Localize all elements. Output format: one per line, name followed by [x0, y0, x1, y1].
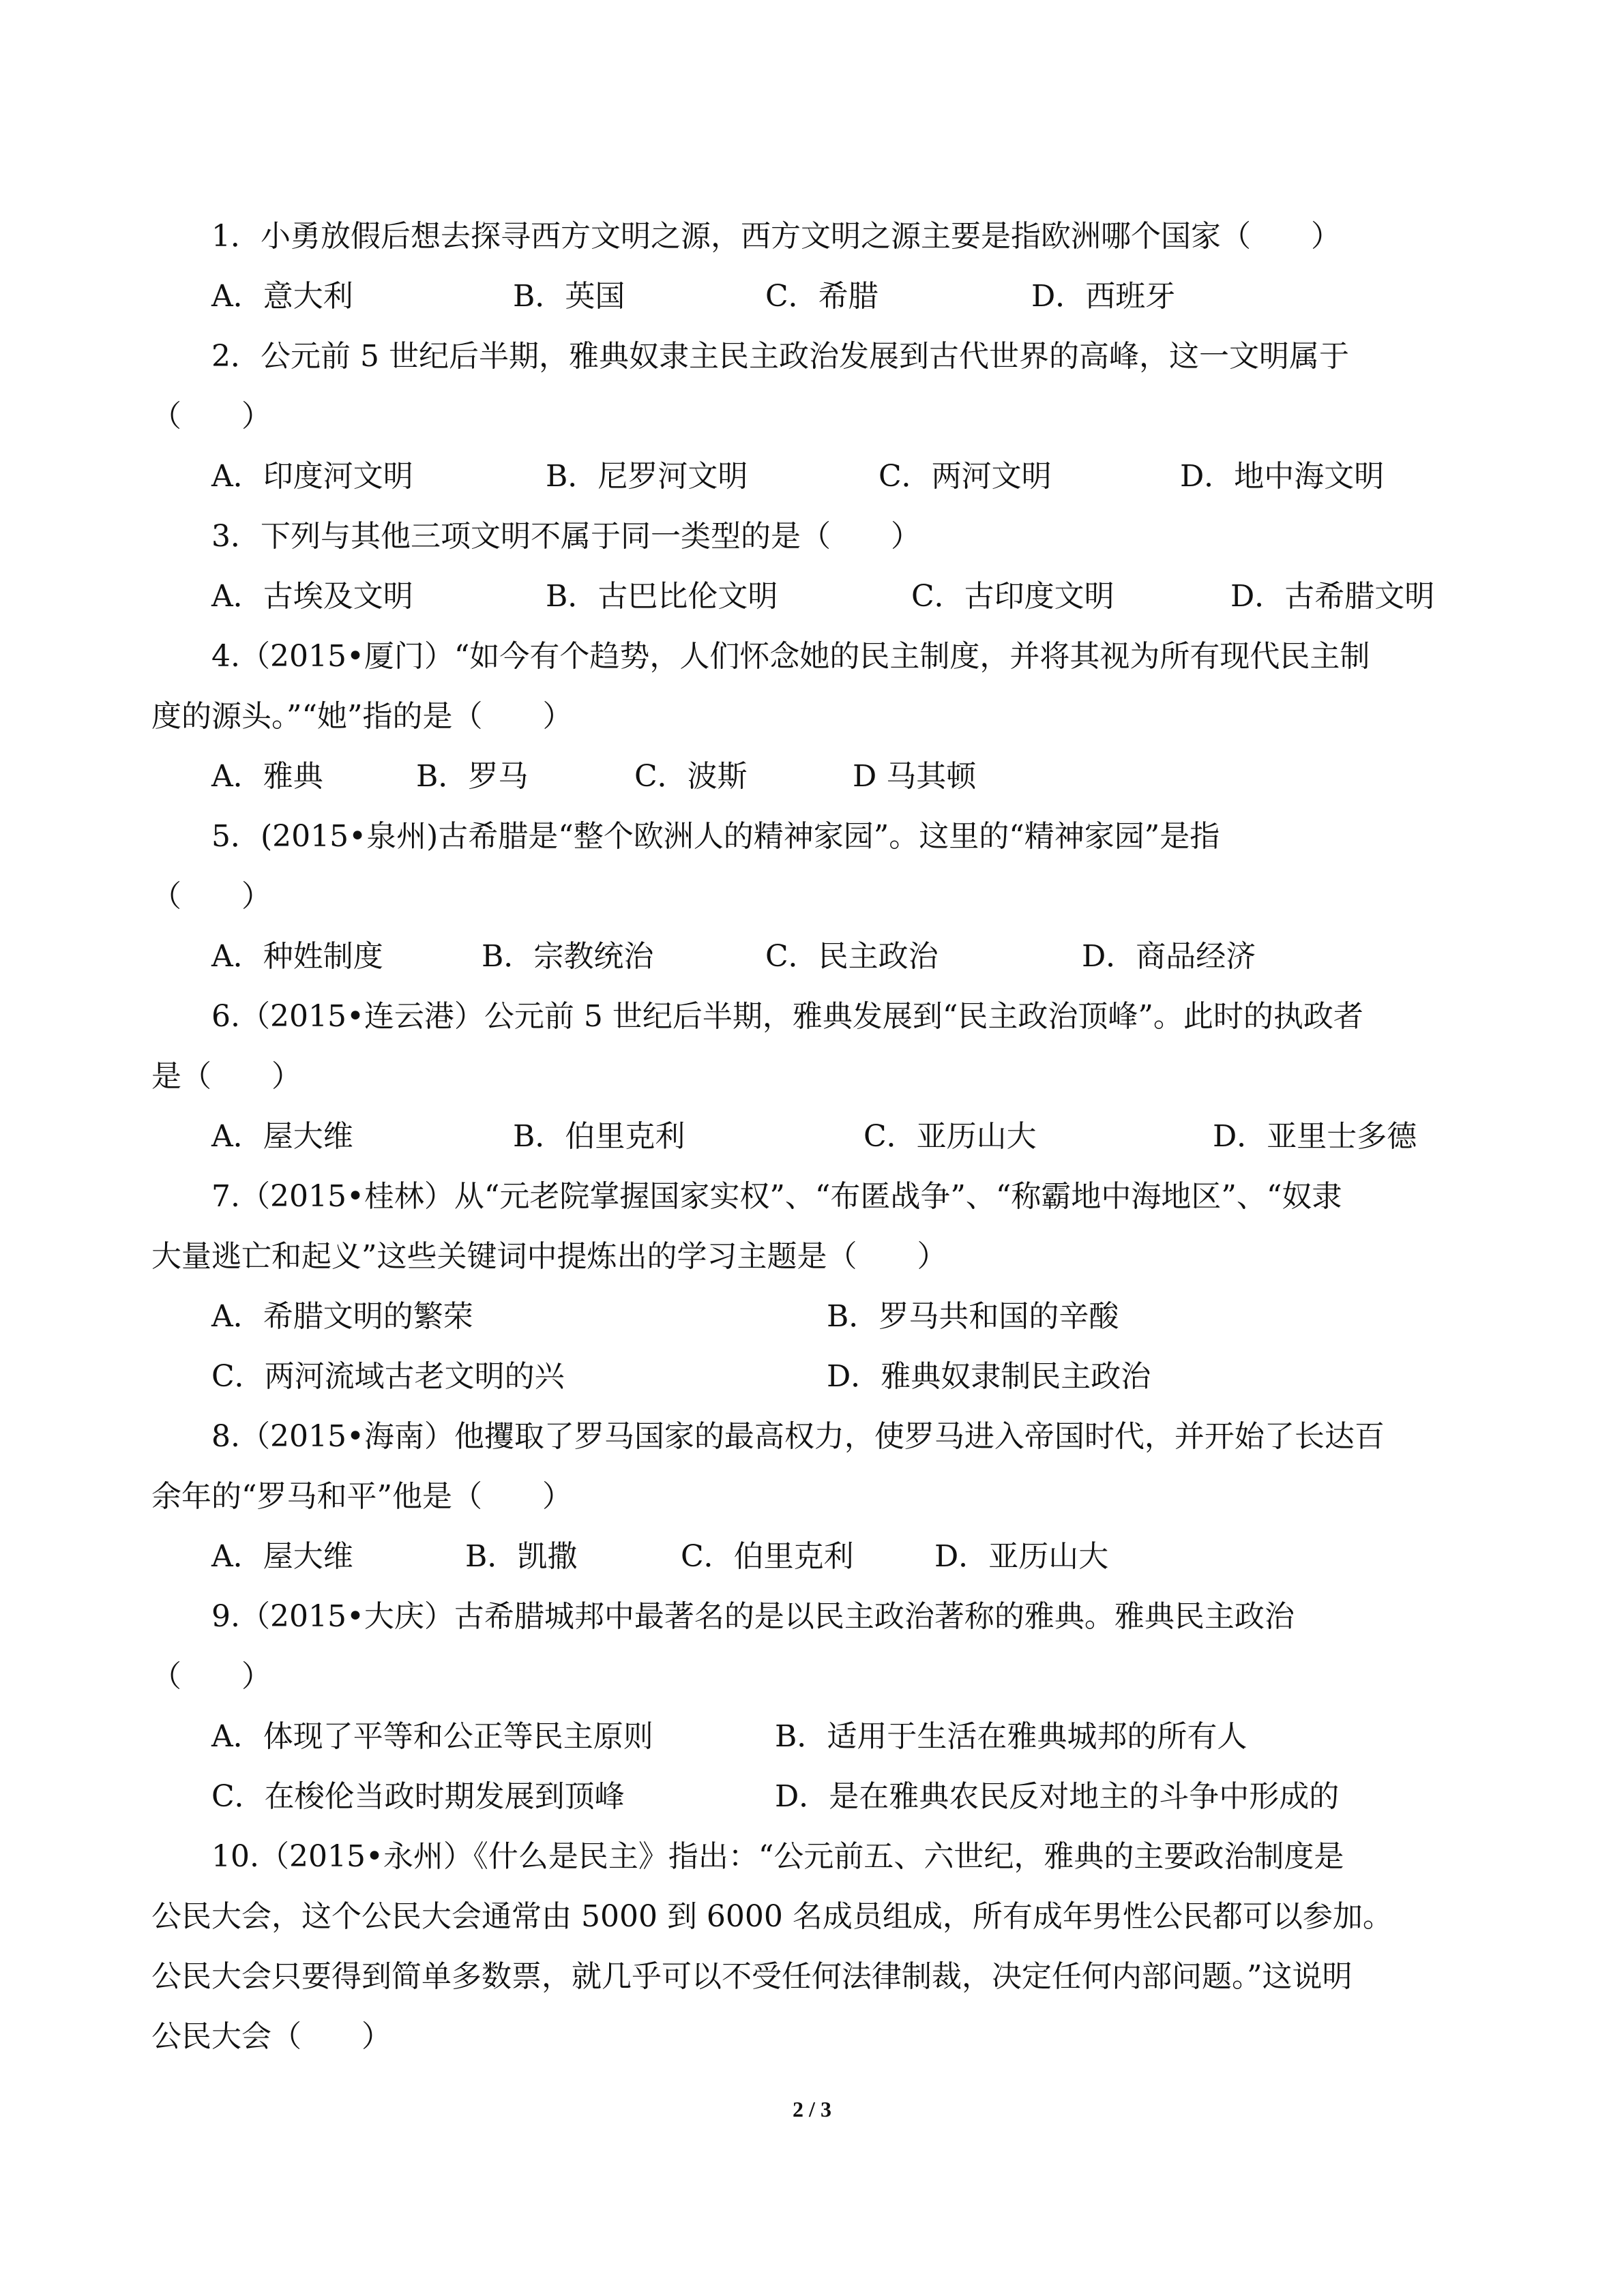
question-9-stem-cont: （ ） [151, 1659, 271, 1694]
option-b: B．古巴比伦文明 [546, 579, 778, 614]
option-b: B．宗教统治 [482, 939, 654, 974]
option-c: C．伯里克利 [681, 1539, 854, 1574]
question-7-stem-cont: 大量逃亡和起义”这些关键词中提炼出的学习主题是（ ） [151, 1239, 947, 1274]
option-a: A．古埃及文明 [211, 579, 413, 614]
option-c: C．亚历山大 [863, 1119, 1037, 1154]
question-3-stem: 3．下列与其他三项文明不属于同一类型的是（ ） [211, 519, 921, 554]
option-c: C．古印度文明 [911, 579, 1114, 614]
option-c: C．波斯 [634, 759, 748, 794]
question-8-stem: 8.（2015•海南）他攫取了罗马国家的最高权力，使罗马进入帝国时代，并开始了长达百 [211, 1419, 1385, 1454]
question-4-stem-cont: 度的源头。”“她”指的是（ ） [151, 699, 573, 734]
option-d: D．是在雅典农民反对地主的斗争中形成的 [775, 1779, 1340, 1814]
question-5-options [151, 927, 1488, 987]
question-10-stem: 10.（2015•永州）《什么是民主》指出：“公元前五、六世纪，雅典的主要政治制度是 [211, 1839, 1344, 1874]
question-1-stem: 1．小勇放假后想去探寻西方文明之源，西方文明之源主要是指欧洲哪个国家（ ） [211, 219, 1341, 254]
option-b: B．凯撒 [465, 1539, 578, 1574]
option-a: A．种姓制度 [211, 939, 383, 974]
question-9-options-row1 [151, 1707, 1488, 1767]
question-1-options [151, 267, 1488, 327]
question-list [151, 207, 1488, 2067]
option-b: B．伯里克利 [513, 1119, 685, 1154]
option-a: A．雅典 [211, 759, 323, 794]
question-2-stem: 2．公元前 5 世纪后半期，雅典奴隶主民主政治发展到古代世界的高峰，这一文明属于 [211, 339, 1349, 374]
question-7-options-row2 [151, 1347, 1488, 1407]
option-d: D．地中海文明 [1180, 459, 1385, 494]
option-c: C．希腊 [765, 279, 879, 314]
option-c: C．两河文明 [879, 459, 1052, 494]
option-c: C．民主政治 [765, 939, 939, 974]
question-10-stem-cont-3: 公民大会（ ） [151, 2019, 392, 2054]
option-a: A．屋大维 [211, 1119, 353, 1154]
question-9-stem: 9.（2015•大庆）古希腊城邦中最著名的是以民主政治著称的雅典。雅典民主政治 [211, 1599, 1295, 1634]
question-4-stem: 4.（2015•厦门）“如今有个趋势，人们怀念她的民主制度，并将其视为所有现代民主制 [211, 639, 1370, 674]
question-2-options [151, 447, 1488, 507]
option-d: D．亚历山大 [934, 1539, 1109, 1574]
question-7-stem: 7.（2015•桂林）从“元老院掌握国家实权”、“布匿战争”、“称霸地中海地区”、“奴隶 [211, 1179, 1342, 1214]
option-a: A．屋大维 [211, 1539, 353, 1574]
option-a: A．意大利 [211, 279, 353, 314]
question-5-stem-cont: （ ） [151, 879, 271, 914]
option-a: A．印度河文明 [211, 459, 413, 494]
question-9-options-row2 [151, 1767, 1488, 1827]
option-a: A．体现了平等和公正等民主原则 [211, 1719, 653, 1754]
option-d: D 马其顿 [853, 759, 977, 794]
question-6-stem-cont: 是（ ） [151, 1059, 301, 1094]
option-d: D．商品经济 [1082, 939, 1256, 974]
question-2-stem-cont: （ ） [151, 399, 271, 434]
question-10-stem-cont-2: 公民大会只要得到简单多数票，就几乎可以不受任何法律制裁，决定任何内部问题。”这说明 [151, 1959, 1353, 1994]
option-a: A．希腊文明的繁荣 [211, 1299, 473, 1334]
option-b: B．罗马 [416, 759, 529, 794]
page-number: 2 / 3 [793, 2097, 831, 2121]
option-c: C．两河流域古老文明的兴 [211, 1359, 565, 1394]
option-b: B．尼罗河文明 [546, 459, 748, 494]
option-b: B．罗马共和国的辛酸 [827, 1299, 1119, 1334]
option-c: C．在梭伦当政时期发展到顶峰 [211, 1779, 625, 1814]
question-8-options [151, 1527, 1488, 1587]
option-d: D．雅典奴隶制民主政治 [827, 1359, 1151, 1394]
question-4-options [151, 747, 1488, 807]
option-b: B．适用于生活在雅典城邦的所有人 [775, 1719, 1247, 1754]
question-6-stem: 6.（2015•连云港）公元前 5 世纪后半期，雅典发展到“民主政治顶峰”。此时的执政者 [211, 999, 1363, 1034]
option-d: D．古希腊文明 [1230, 579, 1435, 614]
question-10-stem-cont-1: 公民大会，这个公民大会通常由 5000 到 6000 名成员组成，所有成年男性公民都可以参加。 [151, 1899, 1393, 1934]
option-d: D．西班牙 [1031, 279, 1176, 314]
question-5-stem: 5．(2015•泉州)古希腊是“整个欧洲人的精神家园”。这里的“精神家园”是指 [211, 819, 1220, 854]
option-b: B．英国 [513, 279, 625, 314]
question-7-options-row1 [151, 1287, 1488, 1347]
question-3-options [151, 567, 1488, 627]
question-6-options [151, 1107, 1488, 1167]
option-d: D．亚里士多德 [1213, 1119, 1417, 1154]
question-8-stem-cont: 余年的“罗马和平”他是（ ） [151, 1479, 572, 1514]
